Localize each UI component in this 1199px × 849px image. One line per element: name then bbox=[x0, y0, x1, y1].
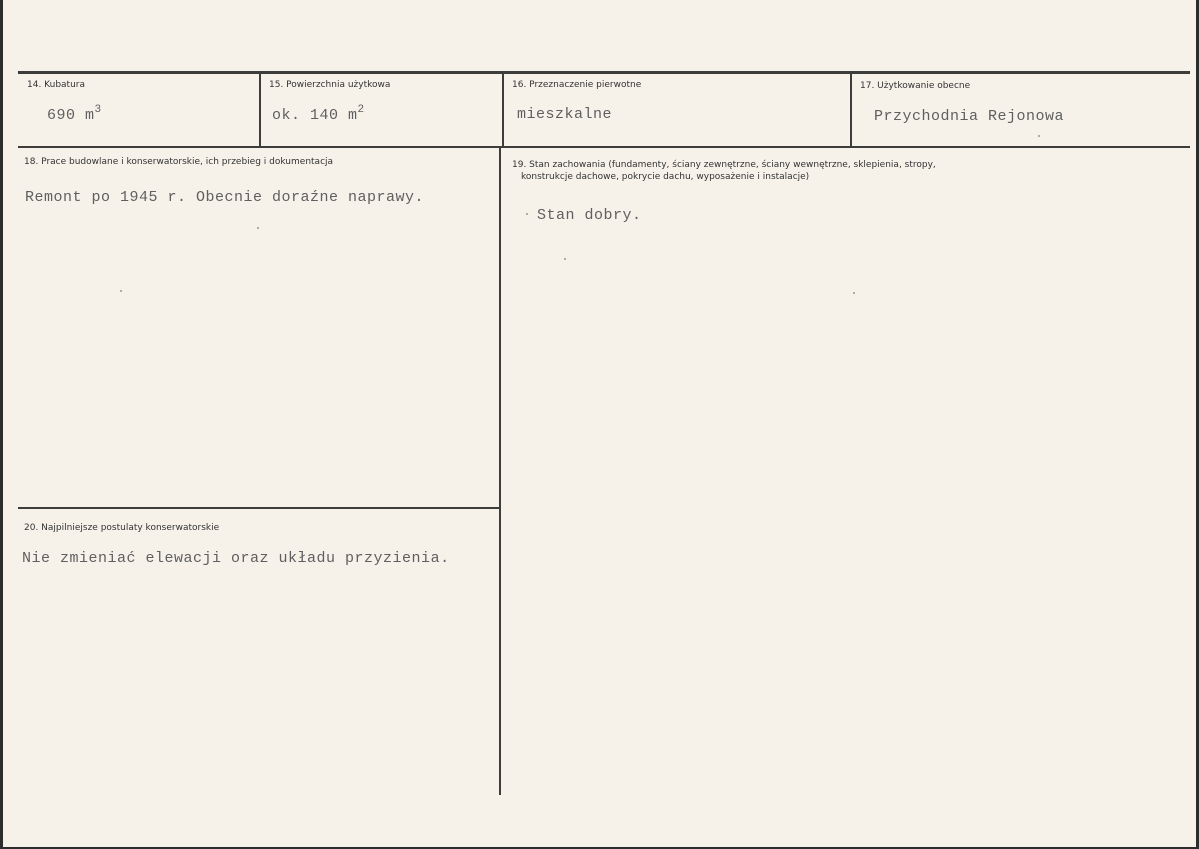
paper-speck bbox=[1038, 135, 1040, 137]
powierzchnia-exponent: 2 bbox=[357, 104, 365, 116]
top-rule bbox=[18, 71, 1190, 74]
prace-budowlane-label: 18. Prace budowlane i konserwatorskie, ich przebieg i dokumentacja bbox=[24, 157, 334, 167]
kubatura-number: 690 m bbox=[47, 107, 95, 124]
przeznaczenie-label: 16. Przeznaczenie pierwotne bbox=[512, 80, 642, 90]
paper-speck bbox=[526, 213, 528, 215]
stan-zachowania-label-line2: konstrukcje dachowe, pokrycie dachu, wyposażenie i instalacje) bbox=[521, 172, 810, 182]
kubatura-label: 14. Kubatura bbox=[27, 80, 86, 90]
prace-budowlane-value: Remont po 1945 r. Obecnie doraźne naprawy. bbox=[25, 189, 425, 206]
kubatura-value bbox=[47, 104, 102, 124]
divider-16-17 bbox=[850, 73, 852, 147]
paper-speck bbox=[564, 258, 566, 260]
divider-14-15 bbox=[259, 73, 261, 147]
postulaty-value: Nie zmieniać elewacji oraz układu przyzienia. bbox=[22, 550, 450, 567]
paper-speck bbox=[853, 292, 855, 294]
uzytkowanie-value: Przychodnia Rejonowa bbox=[874, 108, 1065, 125]
paper-speck bbox=[257, 227, 259, 229]
main-column-divider bbox=[499, 147, 501, 795]
powierzchnia-number: ok. 140 m bbox=[272, 107, 358, 124]
powierzchnia-label: 15. Powierzchnia użytkowa bbox=[269, 80, 391, 90]
powierzchnia-value bbox=[272, 104, 365, 124]
uzytkowanie-label: 17. Użytkowanie obecne bbox=[860, 81, 971, 91]
postulaty-label: 20. Najpilniejsze postulaty konserwatorskie bbox=[24, 523, 220, 533]
row1-bottom-rule bbox=[18, 146, 1190, 148]
row-18-20-rule bbox=[18, 507, 500, 509]
divider-15-16 bbox=[502, 73, 504, 147]
paper-speck bbox=[120, 290, 122, 292]
stan-zachowania-value: Stan dobry. bbox=[537, 207, 642, 224]
stan-zachowania-label-line1: 19. Stan zachowania (fundamenty, ściany zewnętrzne, ściany wewnętrzne, sklepienia, stropy, bbox=[512, 160, 936, 170]
przeznaczenie-value: mieszkalne bbox=[517, 106, 613, 123]
kubatura-exponent: 3 bbox=[94, 104, 102, 116]
